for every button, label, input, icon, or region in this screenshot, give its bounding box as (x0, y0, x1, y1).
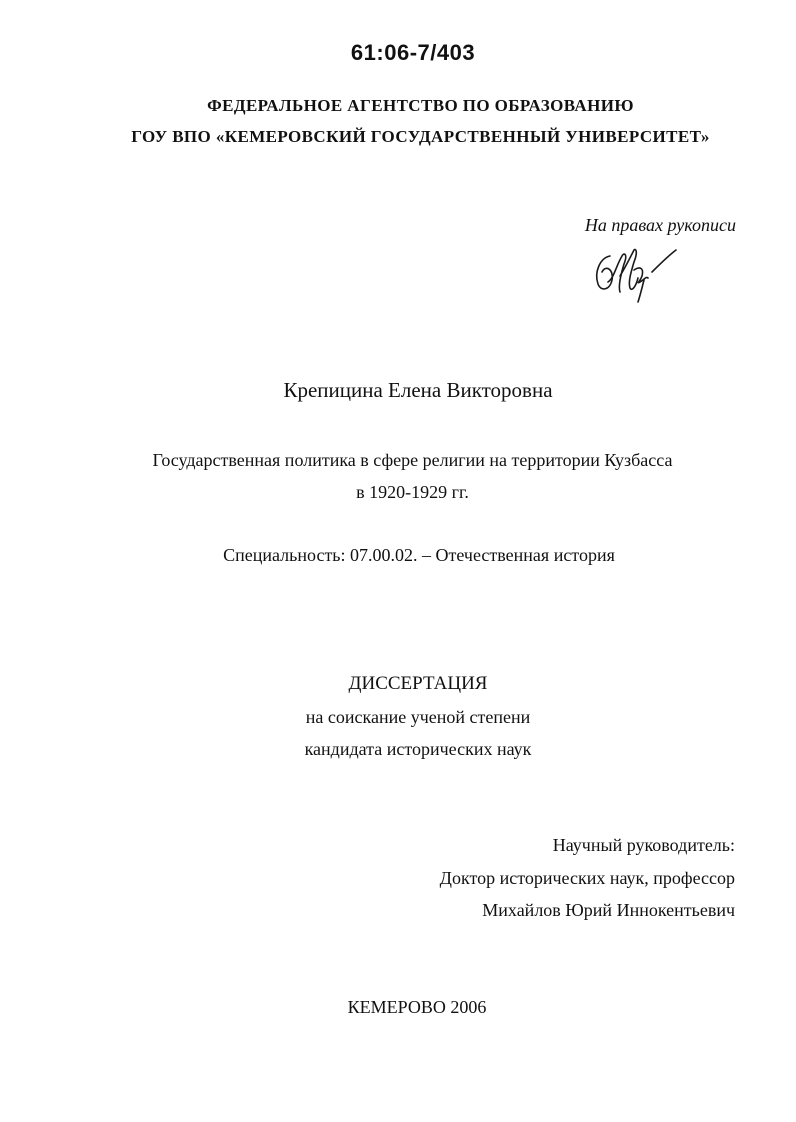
agency-name: ФЕДЕРАЛЬНОЕ АГЕНТСТВО ПО ОБРАЗОВАНИЮ (207, 96, 634, 115)
supervisor-name: Михайлов Юрий Иннокентьевич (482, 900, 735, 920)
handwritten-signature (590, 242, 680, 304)
university-name: ГОУ ВПО «КЕМЕРОВСКИЙ ГОСУДАРСТВЕННЫЙ УНИВЕРСИТЕТ» (131, 127, 710, 146)
manuscript-rights-note: На правах рукописи (584, 215, 736, 235)
degree-line-1: на соискание ученой степени (305, 707, 531, 727)
dissertation-title-line-1: Государственная политика в сфере религии на территории Кузбасса (152, 450, 673, 470)
degree-line-2: кандидата исторических наук (304, 739, 532, 759)
catalog-code: 61:06-7/403 (350, 40, 476, 65)
author-name: Крепицина Елена Викторовна (283, 378, 553, 402)
city-year: КЕМЕРОВО 2006 (347, 997, 487, 1017)
supervisor-label: Научный руководитель: (552, 835, 735, 855)
supervisor-credentials: Доктор исторических наук, профессор (439, 868, 735, 888)
dissertation-title-line-2: в 1920-1929 гг. (356, 482, 469, 502)
document-type-heading: ДИССЕРТАЦИЯ (348, 673, 488, 694)
specialty: Специальность: 07.00.02. – Отечественная история (223, 545, 615, 565)
